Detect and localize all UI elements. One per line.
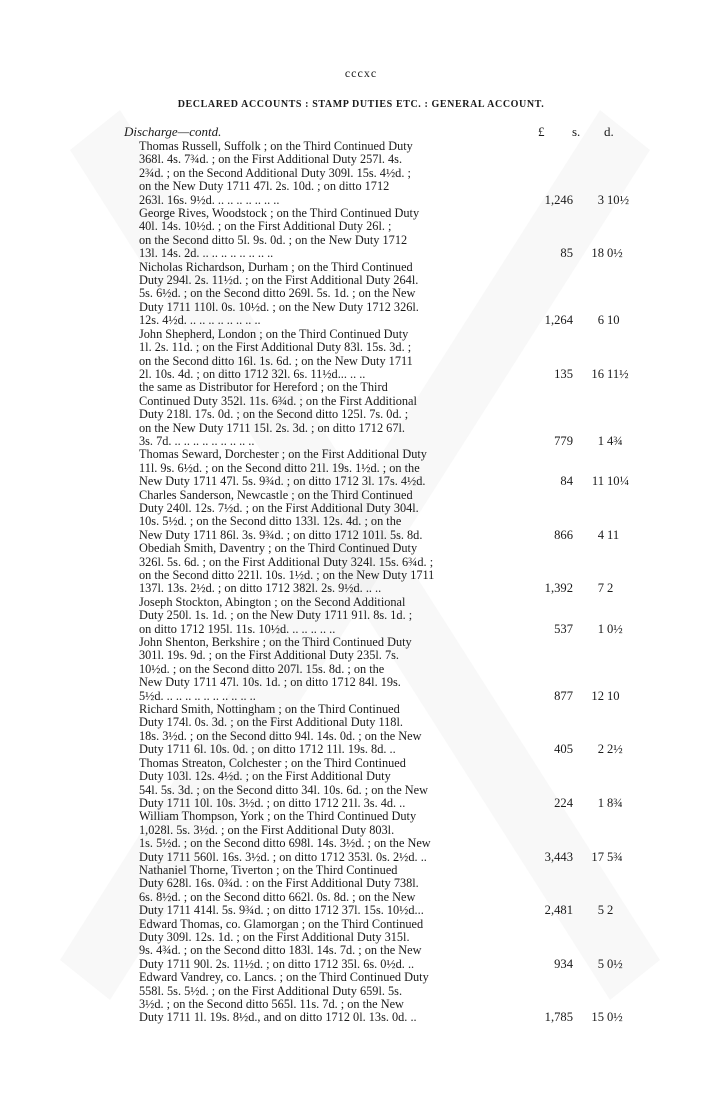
amount-pounds: 1,392 [544, 581, 573, 596]
entry-text [139, 596, 500, 636]
entry-line: William Thompson, York ; on the Third Continued Duty [139, 809, 417, 824]
entry-line: 54l. 5s. 3d. ; on the Second ditto 34l. 10s. 6d. ; on the New [139, 782, 428, 797]
discharge-entry [0, 596, 722, 636]
entry-line: 13l. 14s. 2d. .. .. .. .. .. .. .. .. [139, 246, 274, 261]
amount-shillings: 3 [597, 192, 604, 207]
entry-text [139, 489, 500, 543]
entry-line: Duty 1711 10l. 10s. 3½d. ; on ditto 1712 21l. 3s. 4d. .. [139, 795, 406, 810]
entry-line: 2¾d. ; on the Second Additional Duty 309l. 15s. 4½d. ; [139, 165, 411, 180]
amount-shillings: 1 [597, 795, 604, 810]
entry-line: on the Second ditto 221l. 10s. 1½d. ; on the New Duty 1711 [139, 568, 435, 582]
entry-line: Duty 294l. 2s. 11½d. ; on the First Additional Duty 264l. [139, 273, 419, 288]
entry-line: 10s. 5½d. ; on the Second ditto 133l. 12s. 4d. ; on the [139, 514, 402, 529]
amount-pence: 10½ [607, 192, 630, 207]
amount-pence: 0½ [607, 621, 623, 636]
entry-text [139, 864, 500, 918]
entry-line: 10½d. ; on the Second ditto 207l. 15s. 8d. ; on the [139, 661, 385, 676]
amount-pence: 0½ [607, 956, 623, 971]
entry-line: Joseph Stockton, Abington ; on the Second Additional [139, 594, 406, 609]
entry-text [139, 636, 500, 703]
entry-line: Duty 1711 1l. 19s. 8½d., and on ditto 1712 0l. 13s. 0d. .. [139, 1010, 417, 1025]
amount-shillings: 16 [591, 366, 604, 381]
entry-line: Edward Thomas, co. Glamorgan ; on the Third Continued [139, 916, 424, 931]
amount-shillings: 12 [591, 688, 604, 703]
discharge-entry [0, 971, 722, 1025]
amount-shillings: 15 [591, 1010, 604, 1025]
entry-text [139, 328, 500, 382]
discharge-entry [0, 918, 722, 972]
entry-line: Duty 1711 110l. 0s. 10½d. ; on the New Duty 1712 326l. [139, 299, 419, 314]
entry-line: John Shepherd, London ; on the Third Continued Duty [139, 326, 409, 341]
entry-line: 40l. 14s. 10½d. ; on the First Additional Duty 26l. ; [139, 219, 392, 234]
entry-text [139, 207, 500, 261]
entry-line: New Duty 1711 86l. 3s. 9¾d. ; on ditto 1712 101l. 5s. 8d. [139, 527, 423, 542]
entry-line: Duty 628l. 16s. 0¾d. : on the First Additional Duty 738l. [139, 876, 419, 891]
entry-line: Duty 1711 560l. 16s. 3½d. ; on ditto 1712 353l. 0s. 2½d. .. [139, 849, 427, 864]
entry-line: Duty 218l. 17s. 0d. ; on the Second ditto 125l. 7s. 0d. ; [139, 407, 409, 422]
entry-line: on the Second ditto 16l. 1s. 6d. ; on the New Duty 1711 [139, 353, 413, 368]
entry-line: Duty 1711 90l. 2s. 11½d. ; on ditto 1712 35l. 6s. 0½d. .. [139, 956, 415, 971]
entry-line: 326l. 5s. 6d. ; on the First Additional Duty 324l. 15s. 6¾d. ; [139, 554, 434, 569]
entry-text [139, 381, 500, 448]
entry-line: John Shenton, Berkshire ; on the Third Continued Duty [139, 635, 412, 650]
amount-pence: 2 [607, 581, 614, 596]
entry-line: 2l. 10s. 4d. ; on ditto 1712 32l. 6s. 11½d... .. .. [139, 366, 366, 381]
discharge-entry [0, 542, 722, 596]
discharge-entry [0, 489, 722, 543]
amount-shillings: 11 [591, 474, 604, 489]
entry-line: on the New Duty 1711 15l. 2s. 3d. ; on ditto 1712 67l. [139, 420, 405, 435]
amount-pence: 11 [607, 527, 620, 542]
amount-pounds: 224 [554, 795, 573, 810]
entry-line: Duty 1711 6l. 10s. 0d. ; on ditto 1712 11l. 19s. 8d. .. [139, 742, 396, 757]
column-header-pence: d. [604, 124, 614, 139]
amount-pounds: 877 [554, 688, 573, 703]
discharge-entry [0, 261, 722, 328]
amount-pence: 10 [607, 313, 620, 328]
discharge-entry [0, 140, 722, 207]
entry-line: Thomas Seward, Dorchester ; on the First Additional Duty [139, 447, 427, 462]
entry-line: 18s. 3½d. ; on the Second ditto 94l. 14s. 0d. ; on the New [139, 728, 422, 743]
amount-pounds: 3,443 [544, 849, 573, 864]
amount-pence: 2 [607, 903, 614, 918]
amount-pence: 5¾ [607, 849, 623, 864]
entry-line: 301l. 19s. 9d. ; on the First Additional Duty 235l. 7s. [139, 648, 399, 663]
amount-shillings: 5 [597, 956, 604, 971]
entry-line: the same as Distributor for Hereford ; on the Third [139, 380, 388, 395]
entry-line: 6s. 8½d. ; on the Second ditto 662l. 0s. 8d. ; on the New [139, 889, 416, 904]
entry-line: 5½d. .. .. .. .. .. .. .. .. .. .. [139, 688, 256, 703]
page-number: cccxc [344, 66, 378, 80]
entry-line: Nicholas Richardson, Durham ; on the Third Continued [139, 259, 413, 274]
discharge-entry [0, 328, 722, 382]
entry-line: 1s. 5½d. ; on the Second ditto 698l. 14s. 3½d. ; on the New [139, 836, 431, 851]
entry-line: on the Second ditto 5l. 9s. 0d. ; on the New Duty 1712 [139, 232, 408, 247]
entry-line: 3s. 7d. .. .. .. .. .. .. .. .. .. [139, 433, 255, 448]
amount-pounds: 1,264 [544, 313, 573, 328]
amount-shillings: 17 [591, 849, 604, 864]
entry-line: 11l. 9s. 6½d. ; on the Second ditto 21l. 19s. 1½d. ; on the [139, 460, 420, 475]
amount-pounds: 1,246 [544, 192, 573, 207]
entry-line: Nathaniel Thorne, Tiverton ; on the Third Continued [139, 862, 398, 877]
column-header-shillings: s. [572, 124, 581, 139]
discharge-entry [0, 381, 722, 448]
amount-shillings: 1 [597, 621, 604, 636]
entry-text [139, 918, 500, 972]
amount-shillings: 6 [597, 313, 604, 328]
entry-line: 3½d. ; on the Second ditto 565l. 11s. 7d. ; on the New [139, 997, 404, 1011]
amount-pounds: 1,785 [544, 1010, 573, 1025]
entry-line: 12s. 4½d. .. .. .. .. .. .. .. .. [139, 313, 261, 328]
entry-line: 368l. 4s. 7¾d. ; on the First Additional Duty 257l. 4s. [139, 152, 403, 167]
running-head: DECLARED ACCOUNTS : STAMP DUTIES ETC. : GENERAL ACCOUNT. [177, 99, 545, 110]
entry-line: on ditto 1712 195l. 11s. 10½d. .. .. .. .. .. [139, 621, 336, 636]
amount-pounds: 934 [554, 956, 573, 971]
entry-line: Charles Sanderson, Newcastle ; on the Third Continued [139, 487, 413, 502]
amount-pounds: 84 [560, 474, 573, 489]
amount-pounds: 85 [560, 246, 573, 261]
entry-text [139, 542, 500, 596]
entry-text [139, 971, 500, 1025]
entry-line: 5s. 6½d. ; on the Second ditto 269l. 5s. 1d. ; on the New [139, 286, 416, 301]
amount-pence: 8¾ [607, 795, 623, 810]
discharge-entry [0, 864, 722, 918]
discharge-entry [0, 636, 722, 703]
amount-pence: 0½ [607, 246, 623, 261]
entry-text [139, 448, 500, 488]
entry-line: Duty 174l. 0s. 3d. ; on the First Additional Duty 118l. [139, 715, 403, 730]
entry-line: Duty 250l. 1s. 1d. ; on the New Duty 1711 91l. 8s. 1d. ; [139, 608, 413, 623]
amount-pounds: 2,481 [544, 903, 573, 918]
amount-shillings: 5 [597, 903, 604, 918]
amount-pence: 10¼ [607, 474, 630, 489]
entry-line: Continued Duty 352l. 11s. 6¾d. ; on the First Additional [139, 393, 417, 408]
section-heading: Discharge—contd. [124, 124, 222, 139]
entry-line: Richard Smith, Nottingham ; on the Third Continued [139, 702, 400, 717]
entry-line: Duty 309l. 12s. 1d. ; on the First Additional Duty 315l. [139, 929, 410, 944]
entry-line: Thomas Streaton, Colchester ; on the Third Continued [139, 755, 406, 770]
amount-pounds: 779 [554, 433, 573, 448]
entry-line: Edward Vandrey, co. Lancs. ; on the Third Continued Duty [139, 970, 429, 985]
amount-pounds: 135 [554, 366, 573, 381]
amount-shillings: 4 [597, 527, 604, 542]
column-header-pounds: £ [538, 124, 545, 139]
entry-text [139, 810, 500, 864]
amount-pence: 0½ [607, 1010, 623, 1025]
entry-line: Duty 240l. 12s. 7½d. ; on the First Additional Duty 304l. [139, 500, 419, 515]
amount-pounds: 405 [554, 742, 573, 757]
entry-line: Thomas Russell, Suffolk ; on the Third Continued Duty [139, 139, 413, 153]
entry-line: 9s. 4¾d. ; on the Second ditto 183l. 14s. 7d. ; on the New [139, 943, 422, 958]
entry-line: on the New Duty 1711 47l. 2s. 10d. ; on ditto 1712 [139, 179, 390, 194]
amount-pounds: 866 [554, 527, 573, 542]
discharge-entry [0, 703, 722, 757]
discharge-entry [0, 448, 722, 488]
amount-pounds: 537 [554, 621, 573, 636]
entry-line: 1,028l. 5s. 3½d. ; on the First Additional Duty 803l. [139, 822, 395, 837]
amount-shillings: 1 [597, 433, 604, 448]
amount-shillings: 18 [591, 246, 604, 261]
entry-line: 263l. 16s. 9½d. .. .. .. .. .. .. .. [139, 192, 280, 207]
entry-line: 558l. 5s. 5½d. ; on the First Additional Duty 659l. 5s. [139, 983, 403, 998]
amount-shillings: 7 [597, 581, 604, 596]
discharge-entry [0, 810, 722, 864]
entry-line: 1l. 2s. 11d. ; on the First Additional Duty 83l. 15s. 3d. ; [139, 340, 412, 355]
entry-text [139, 261, 500, 328]
entry-text [139, 703, 500, 757]
entry-text [139, 140, 500, 207]
discharge-entries [0, 140, 722, 1025]
discharge-entry [0, 757, 722, 811]
entry-line: New Duty 1711 47l. 10s. 1d. ; on ditto 1712 84l. 19s. [139, 675, 401, 690]
entry-line: Duty 103l. 12s. 4½d. ; on the First Additional Duty [139, 769, 391, 784]
entry-line: Obediah Smith, Daventry ; on the Third Continued Duty [139, 541, 418, 556]
amount-shillings: 2 [597, 742, 604, 757]
discharge-entry [0, 207, 722, 261]
entry-text [139, 757, 500, 811]
amount-pence: 11½ [607, 366, 629, 381]
amount-pence: 2½ [607, 742, 623, 757]
amount-pence: 10 [607, 688, 620, 703]
entry-line: 137l. 13s. 2½d. ; on ditto 1712 382l. 2s. 9½d. .. .. [139, 581, 382, 596]
entry-line: New Duty 1711 47l. 5s. 9¾d. ; on ditto 1712 3l. 17s. 4½d. [139, 474, 426, 489]
amount-pence: 4¾ [607, 433, 623, 448]
entry-line: Duty 1711 414l. 5s. 9¾d. ; on ditto 1712 37l. 15s. 10½d... [139, 903, 424, 918]
entry-line: George Rives, Woodstock ; on the Third Continued Duty [139, 206, 420, 221]
